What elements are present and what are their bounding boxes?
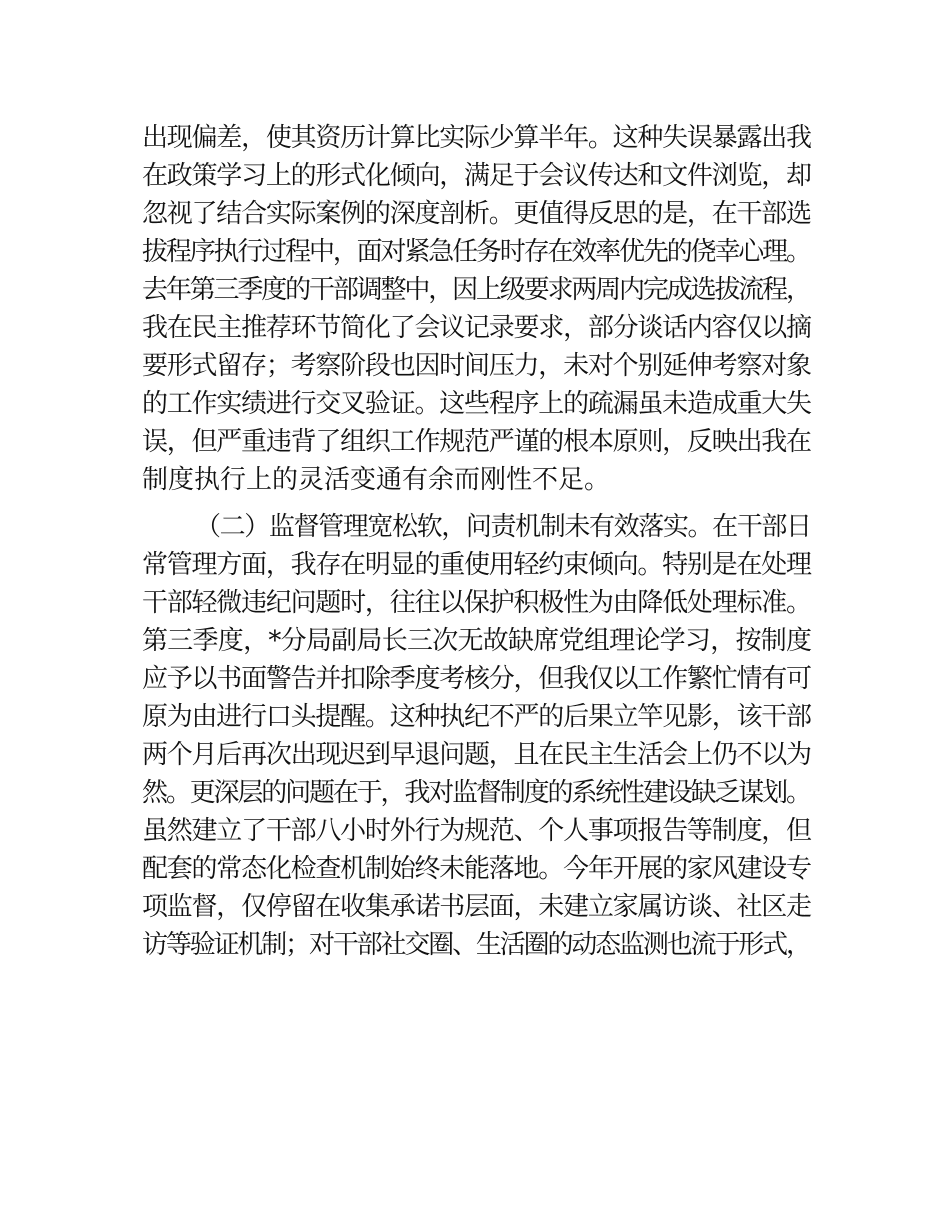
- text-line: 干部轻微违纪问题时，往往以保护积极性为由降低处理标准。: [142, 588, 811, 618]
- text-line: 然。更深层的问题在于，我对监督制度的系统性建设缺乏谋划。: [142, 778, 810, 808]
- text-line: 制度执行上的灵活变通有余而刚性不足。: [142, 465, 611, 495]
- text-line: 两个月后再次出现迟到早退问题，且在民主生活会上仍不以为: [142, 740, 811, 770]
- text-line: 应予以书面警告并扣除季度考核分，但我仅以工作繁忙情有可: [142, 664, 811, 694]
- text-line: 第三季度，*分局副局长三次无故缺席党组理论学习，按制度: [142, 626, 812, 656]
- text-line: 原为由进行口头提醒。这种执纪不严的后果立竿见影，该干部: [142, 702, 811, 732]
- text-line: 误，但严重违背了组织工作规范严谨的根本原则，反映出我在: [142, 427, 811, 457]
- section-heading-line: （二）监督管理宽松软，问责机制未有效落实。在干部日: [195, 512, 811, 542]
- text-line: 项监督，仅停留在收集承诺书层面，未建立家属访谈、社区走: [142, 892, 811, 922]
- text-line: 在政策学习上的形式化倾向，满足于会议传达和文件浏览，却: [142, 161, 811, 191]
- text-line: 去年第三季度的干部调整中，因上级要求两周内完成选拔流程，: [142, 275, 810, 305]
- text-line: 要形式留存；考察阶段也因时间压力，未对个别延伸考察对象: [142, 351, 811, 381]
- text-line: 出现偏差，使其资历计算比实际少算半年。这种失误暴露出我: [142, 123, 811, 153]
- text-line: 访等验证机制；对干部社交圈、生活圈的动态监测也流于形式，: [142, 930, 810, 960]
- text-line: 配套的常态化检查机制始终未能落地。今年开展的家风建设专: [142, 854, 811, 884]
- text-line: 的工作实绩进行交叉验证。这些程序上的疏漏虽未造成重大失: [142, 389, 811, 419]
- text-line: 忽视了结合实际案例的深度剖析。更值得反思的是，在干部选: [142, 199, 811, 229]
- text-line: 常管理方面，我存在明显的重使用轻约束倾向。特别是在处理: [142, 550, 811, 580]
- text-line: 虽然建立了干部八小时外行为规范、个人事项报告等制度，但: [142, 816, 811, 846]
- text-line: 拔程序执行过程中，面对紧急任务时存在效率优先的侥幸心理。: [142, 237, 810, 267]
- text-line: 我在民主推荐环节简化了会议记录要求，部分谈话内容仅以摘: [142, 313, 811, 343]
